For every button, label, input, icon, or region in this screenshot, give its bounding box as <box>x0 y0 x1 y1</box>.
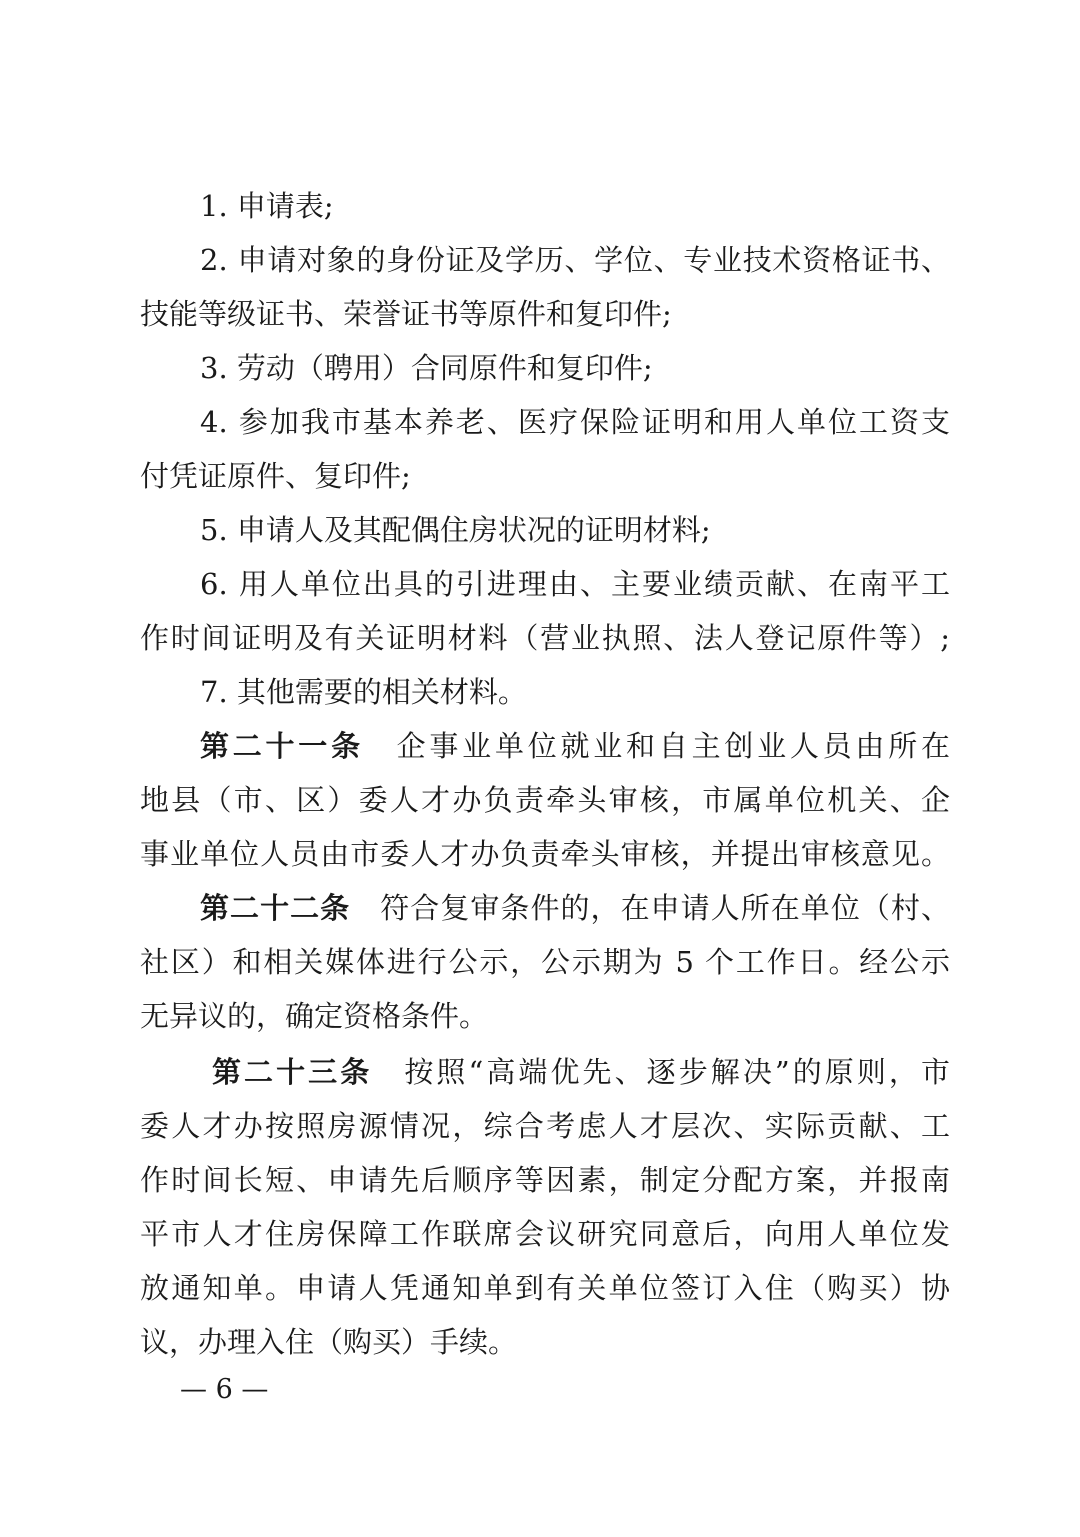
list-item-6: 6. 用人单位出具的引进理由、主要业绩贡献、在南平工 <box>200 567 950 601</box>
article-23-line-4: 平市人才住房保障工作联席会议研究同意后，向用人单位发 <box>140 1217 950 1251</box>
article-23-line-5: 放通知单。申请人凭通知单到有关单位签订入住（购买）协 <box>140 1271 950 1305</box>
article-23: 第二十三条 按照“高端优先、逐步解决”的原则，市 <box>212 1055 950 1089</box>
article-23-line-6: 议，办理入住（购买）手续。 <box>140 1325 518 1359</box>
article-23-line-2: 委人才办按照房源情况，综合考虑人才层次、实际贡献、工 <box>140 1109 950 1143</box>
list-item-4-cont: 付凭证原件、复印件; <box>140 459 411 493</box>
list-item-7: 7. 其他需要的相关材料。 <box>200 675 527 709</box>
list-item-2: 2. 申请对象的身份证及学历、学位、专业技术资格证书、 <box>200 243 950 277</box>
list-item-1: 1. 申请表; <box>200 189 334 223</box>
list-item-4: 4. 参加我市基本养老、医疗保险证明和用人单位工资支 <box>200 405 950 439</box>
list-item-5: 5. 申请人及其配偶住房状况的证明材料; <box>200 513 711 547</box>
list-item-6-cont: 作时间证明及有关证明材料（营业执照、法人登记原件等）; <box>140 621 950 655</box>
article-21-line-2: 地县（市、区）委人才办负责牵头审核，市属单位机关、企 <box>140 783 950 817</box>
list-item-3: 3. 劳动（聘用）合同原件和复印件; <box>200 351 653 385</box>
article-23-line-3: 作时间长短、申请先后顺序等因素，制定分配方案，并报南 <box>140 1163 950 1197</box>
page-number: — 6 — <box>180 1374 269 1405</box>
article-22: 第二十二条 符合复审条件的，在申请人所在单位（村、 <box>200 891 950 925</box>
article-21-line-3: 事业单位人员由市委人才办负责牵头审核，并提出审核意见。 <box>140 837 950 871</box>
article-22-heading: 第二十二条 <box>200 891 351 925</box>
list-item-2-cont: 技能等级证书、荣誉证书等原件和复印件; <box>140 297 672 331</box>
article-22-line-3: 无异议的，确定资格条件。 <box>140 999 489 1033</box>
article-21-heading: 第二十一条 <box>200 729 364 763</box>
article-22-line-2: 社区）和相关媒体进行公示，公示期为 5 个工作日。经公示 <box>140 945 950 979</box>
article-23-heading: 第二十三条 <box>212 1055 373 1089</box>
article-21: 第二十一条 企事业单位就业和自主创业人员由所在 <box>200 729 950 763</box>
